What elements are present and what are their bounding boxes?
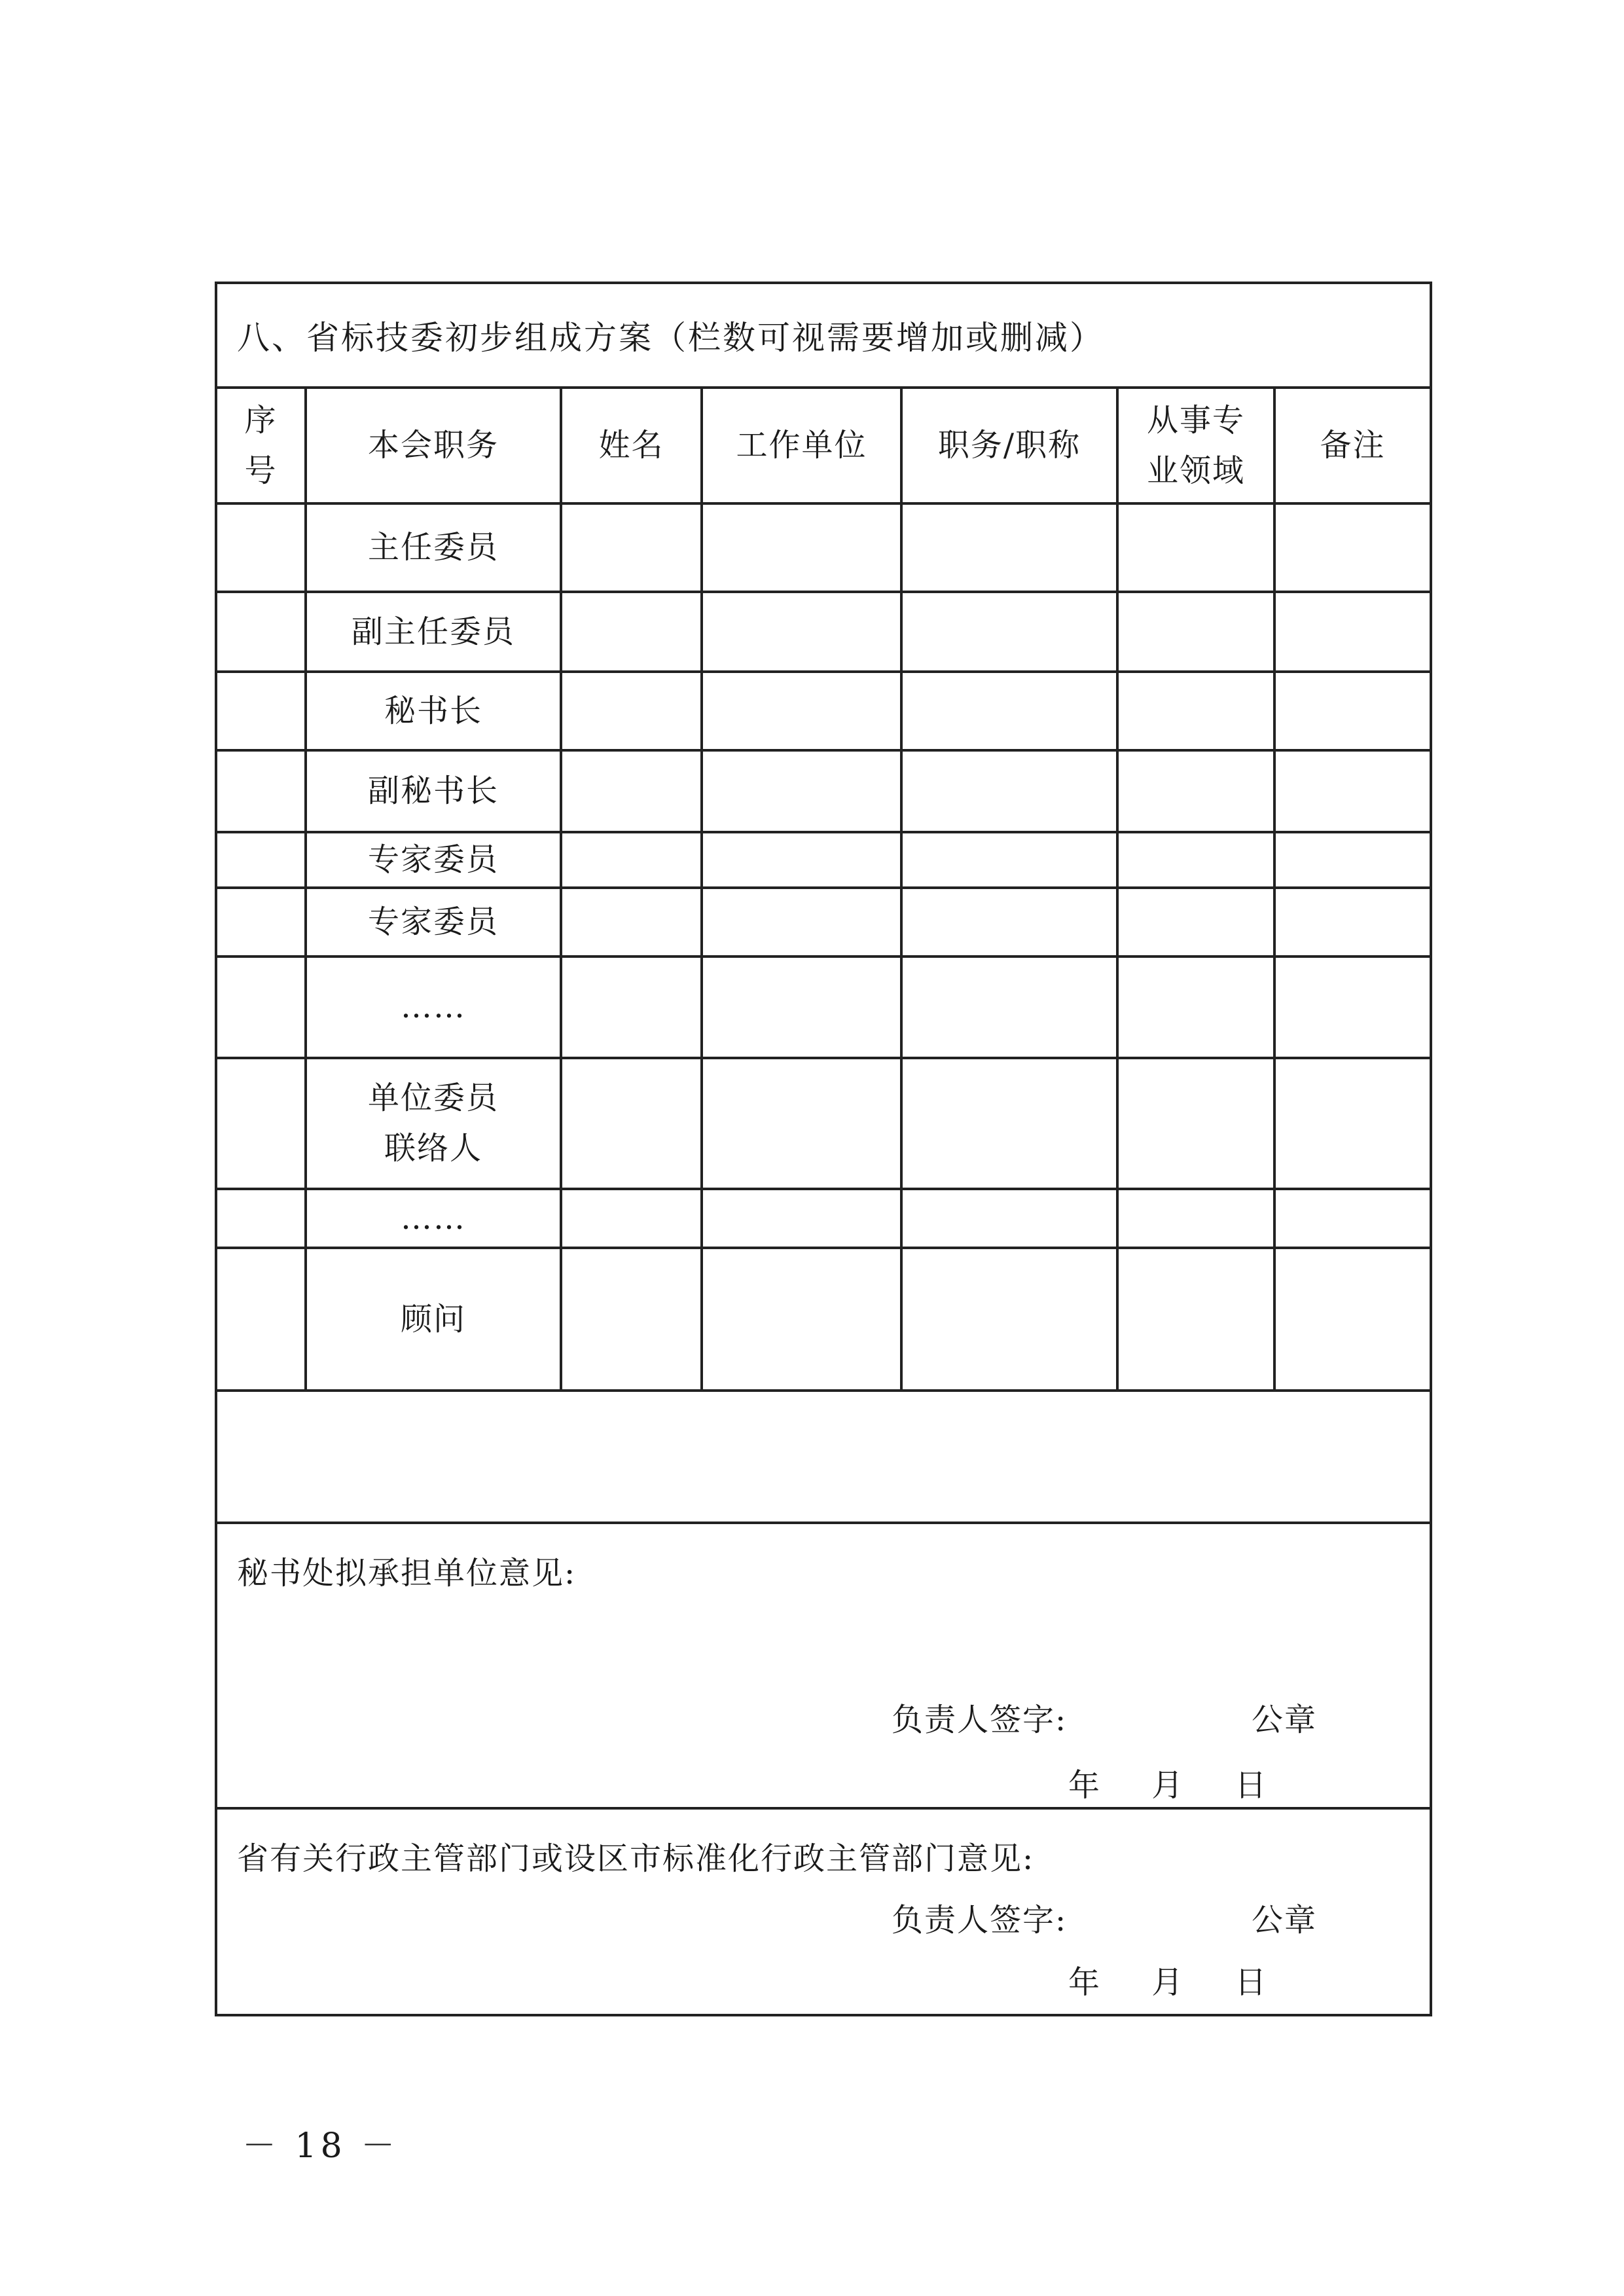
- title-cell[interactable]: [901, 1248, 1117, 1391]
- field-cell[interactable]: [1117, 888, 1274, 957]
- secretariat-opinion-section[interactable]: [217, 1522, 1430, 1810]
- index-cell[interactable]: [217, 888, 306, 957]
- employer-cell[interactable]: [702, 592, 901, 672]
- field-cell[interactable]: [1117, 672, 1274, 750]
- name-cell[interactable]: [561, 750, 702, 832]
- role-cell: 副秘书长: [306, 750, 561, 832]
- table-row: [217, 750, 1430, 832]
- employer-cell[interactable]: [702, 957, 901, 1058]
- remarks-cell[interactable]: [1274, 832, 1430, 888]
- header-role: 本会职务: [306, 389, 561, 503]
- remarks-cell[interactable]: [1274, 1248, 1430, 1391]
- table-row: [217, 1058, 1430, 1189]
- remarks-cell[interactable]: [1274, 592, 1430, 672]
- seal-label: 公章: [1252, 1902, 1318, 1939]
- title-cell[interactable]: [901, 1189, 1117, 1248]
- title-cell[interactable]: [901, 592, 1117, 672]
- header-remarks: 备注: [1274, 389, 1430, 503]
- remarks-cell[interactable]: [1274, 503, 1430, 592]
- role-cell: 顾问: [306, 1248, 561, 1391]
- table-row: [217, 1189, 1430, 1248]
- remarks-cell[interactable]: [1274, 750, 1430, 832]
- role-cell: ……: [306, 1189, 561, 1248]
- header-name: 姓名: [561, 389, 702, 503]
- name-cell[interactable]: [561, 592, 702, 672]
- table-row: [217, 1248, 1430, 1391]
- table-row: [217, 592, 1430, 672]
- index-cell[interactable]: [217, 672, 306, 750]
- employer-cell[interactable]: [702, 832, 901, 888]
- header-title: 职务/职称: [901, 389, 1117, 503]
- employer-cell[interactable]: [702, 1058, 901, 1189]
- date-label: 年 月 日: [1068, 1767, 1268, 1804]
- table-row: [217, 957, 1430, 1058]
- table-row: [217, 672, 1430, 750]
- field-cell[interactable]: [1117, 957, 1274, 1058]
- remarks-cell[interactable]: [1274, 888, 1430, 957]
- index-cell[interactable]: [217, 1189, 306, 1248]
- field-cell[interactable]: [1117, 503, 1274, 592]
- name-cell[interactable]: [561, 1058, 702, 1189]
- department-opinion-section[interactable]: [217, 1810, 1430, 2016]
- field-cell[interactable]: [1117, 1248, 1274, 1391]
- signature-label: 负责人签字:: [892, 1902, 1068, 1939]
- name-cell[interactable]: [561, 832, 702, 888]
- seal-label: 公章: [1252, 1702, 1318, 1738]
- field-cell[interactable]: [1117, 832, 1274, 888]
- composition-form: [215, 282, 1432, 2016]
- index-cell[interactable]: [217, 832, 306, 888]
- header-field: 从事专 业领域: [1117, 389, 1274, 503]
- title-cell[interactable]: [901, 1058, 1117, 1189]
- remarks-cell[interactable]: [1274, 1189, 1430, 1248]
- index-cell[interactable]: [217, 1248, 306, 1391]
- title-cell[interactable]: [901, 503, 1117, 592]
- members-table: [217, 389, 1430, 1392]
- remarks-cell[interactable]: [1274, 672, 1430, 750]
- title-cell[interactable]: [901, 832, 1117, 888]
- signature-label: 负责人签字:: [892, 1702, 1068, 1738]
- employer-cell[interactable]: [702, 672, 901, 750]
- role-cell: 秘书长: [306, 672, 561, 750]
- field-cell[interactable]: [1117, 750, 1274, 832]
- table-row: [217, 888, 1430, 957]
- role-cell: 单位委员 联络人: [306, 1058, 561, 1189]
- title-cell[interactable]: [901, 672, 1117, 750]
- index-cell[interactable]: [217, 503, 306, 592]
- secretariat-opinion-label: 秘书处拟承担单位意见:: [237, 1555, 577, 1592]
- name-cell[interactable]: [561, 888, 702, 957]
- field-cell[interactable]: [1117, 592, 1274, 672]
- role-cell: 专家委员: [306, 888, 561, 957]
- header-employer: 工作单位: [702, 389, 901, 503]
- index-cell[interactable]: [217, 592, 306, 672]
- header-row: [217, 389, 1430, 503]
- employer-cell[interactable]: [702, 503, 901, 592]
- employer-cell[interactable]: [702, 750, 901, 832]
- employer-cell[interactable]: [702, 1248, 901, 1391]
- index-cell[interactable]: [217, 1058, 306, 1189]
- name-cell[interactable]: [561, 672, 702, 750]
- field-cell[interactable]: [1117, 1189, 1274, 1248]
- remarks-cell[interactable]: [1274, 1058, 1430, 1189]
- name-cell[interactable]: [561, 1248, 702, 1391]
- table-row: [217, 832, 1430, 888]
- title-cell[interactable]: [901, 750, 1117, 832]
- employer-cell[interactable]: [702, 1189, 901, 1248]
- section-title: 八、省标技委初步组成方案（栏数可视需要增加或删减）: [217, 284, 1430, 389]
- index-cell[interactable]: [217, 750, 306, 832]
- title-cell[interactable]: [901, 888, 1117, 957]
- role-cell: 专家委员: [306, 832, 561, 888]
- name-cell[interactable]: [561, 503, 702, 592]
- field-cell[interactable]: [1117, 1058, 1274, 1189]
- name-cell[interactable]: [561, 957, 702, 1058]
- department-opinion-label: 省有关行政主管部门或设区市标准化行政主管部门意见:: [237, 1840, 1035, 1877]
- role-cell: 副主任委员: [306, 592, 561, 672]
- employer-cell[interactable]: [702, 888, 901, 957]
- name-cell[interactable]: [561, 1189, 702, 1248]
- index-cell[interactable]: [217, 957, 306, 1058]
- role-cell: 主任委员: [306, 503, 561, 592]
- header-index: 序 号: [217, 389, 306, 503]
- page-number: － 18 －: [242, 2126, 399, 2166]
- remarks-cell[interactable]: [1274, 957, 1430, 1058]
- title-cell[interactable]: [901, 957, 1117, 1058]
- role-cell: ……: [306, 957, 561, 1058]
- date-label: 年 月 日: [1068, 1964, 1268, 2001]
- table-row: [217, 503, 1430, 592]
